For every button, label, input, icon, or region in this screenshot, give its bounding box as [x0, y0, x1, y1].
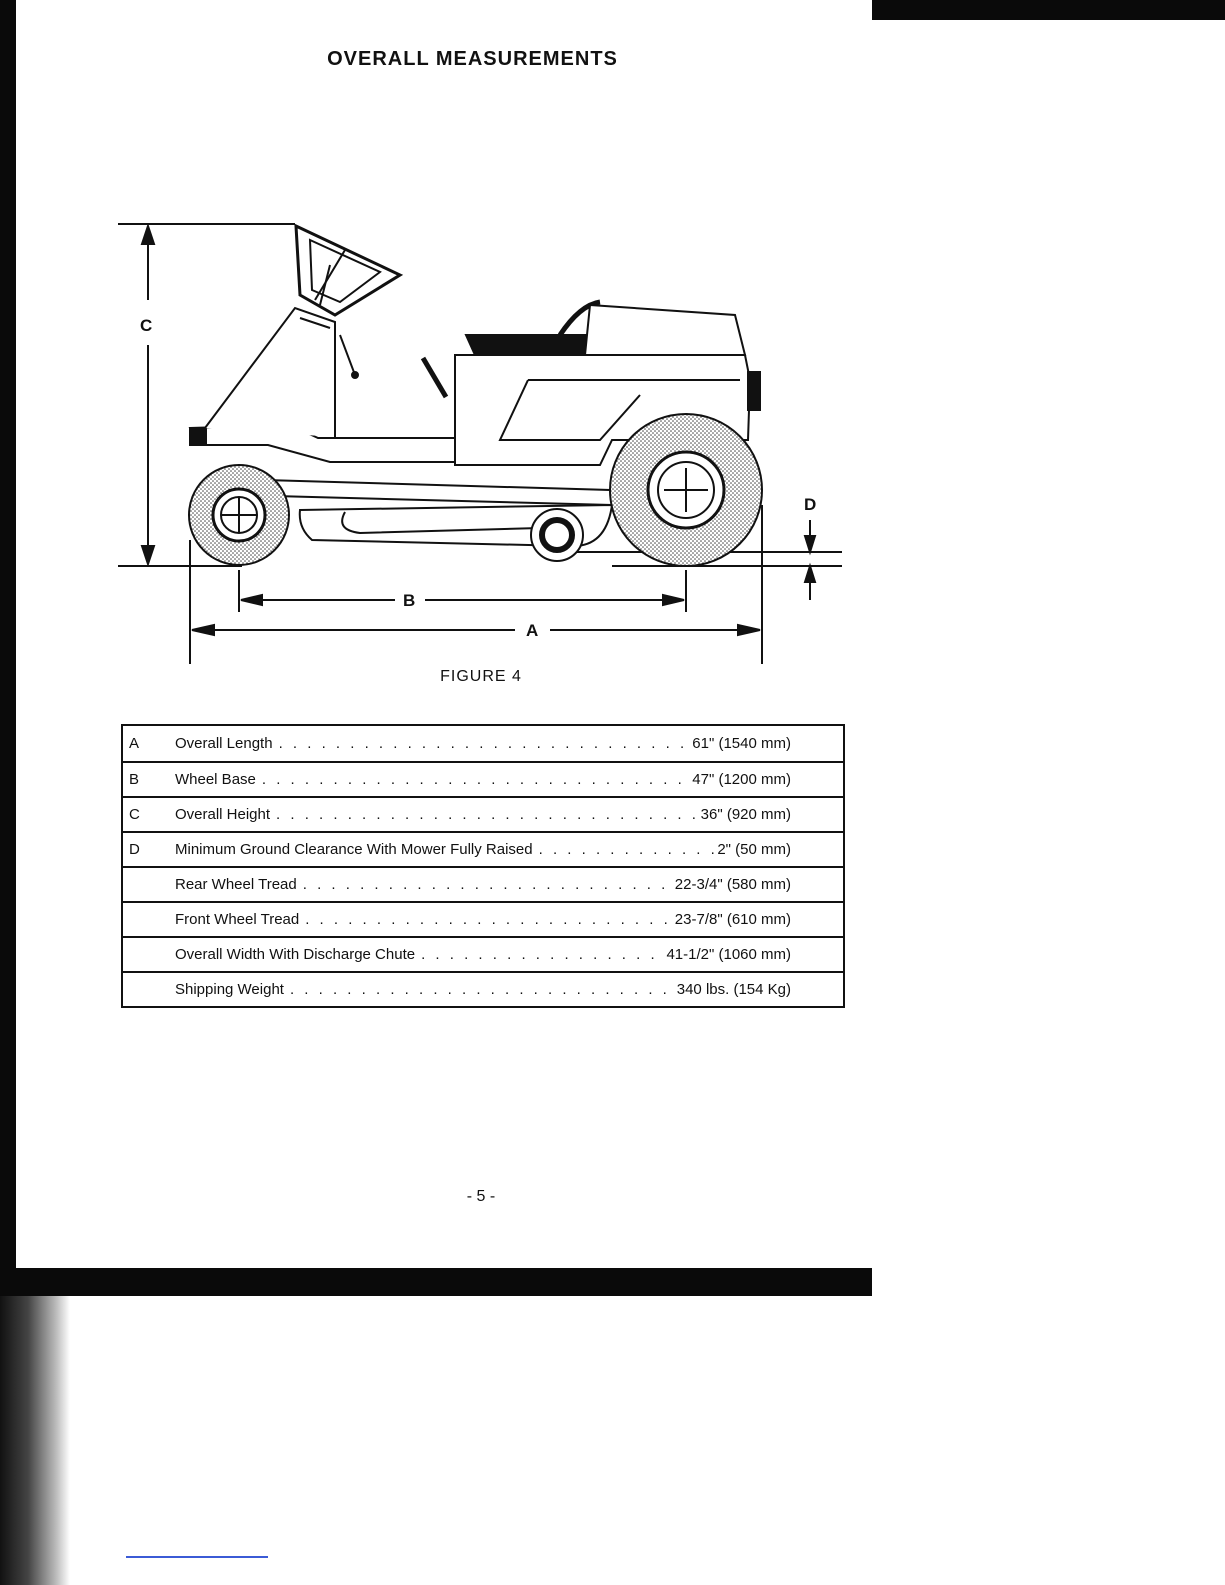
spec-label: Overall Height	[175, 806, 271, 823]
spec-letter: D	[129, 841, 140, 858]
spec-value: 23-7/8" (610 mm)	[674, 911, 791, 928]
dot-leader	[270, 806, 701, 823]
spec-value: 41-1/2" (1060 mm)	[666, 946, 791, 963]
dot-leader	[299, 911, 675, 928]
spec-letter: C	[129, 806, 140, 823]
page-number: - 5 -	[466, 1188, 496, 1205]
spec-label: Minimum Ground Clearance With Mower Fully Raised	[175, 841, 533, 858]
table-row	[123, 971, 843, 1006]
gauge-wheel	[531, 509, 583, 561]
dot-leader	[273, 735, 693, 752]
frame	[265, 480, 612, 505]
spec-label: Overall Width With Discharge Chute	[175, 946, 416, 963]
tractor-illustration	[118, 226, 842, 566]
spec-value: 22-3/4" (580 mm)	[674, 876, 791, 893]
spec-value: 2" (50 mm)	[717, 841, 791, 858]
dot-leader	[533, 841, 718, 858]
spec-letter: B	[129, 771, 140, 788]
spec-label: Overall Length	[175, 735, 273, 752]
table-row	[123, 901, 843, 936]
table-row	[123, 866, 843, 901]
dot-leader	[284, 981, 677, 998]
spec-label: Wheel Base	[175, 771, 256, 788]
table-row	[123, 761, 843, 796]
steering-column	[205, 308, 335, 437]
scan-border-bottom	[0, 1268, 872, 1296]
dot-leader	[256, 771, 692, 788]
figure-caption: FIGURE 4	[440, 668, 522, 685]
page-title: OVERALL MEASUREMENTS	[327, 48, 618, 70]
spec-letter: A	[129, 735, 140, 752]
engine-hood	[585, 305, 745, 355]
table-row	[123, 831, 843, 866]
spec-label: Front Wheel Tread	[175, 911, 300, 928]
spec-label: Shipping Weight	[175, 981, 284, 998]
scan-shadow	[0, 1296, 70, 1585]
spec-label: Rear Wheel Tread	[175, 876, 297, 893]
scan-artifact-line	[126, 1556, 268, 1558]
mower-dimension-diagram	[110, 215, 850, 670]
scan-border-top	[872, 0, 1225, 20]
table-row	[123, 936, 843, 971]
dot-leader	[297, 876, 675, 893]
seat	[466, 335, 600, 355]
dot-leader	[415, 946, 666, 963]
measurements-table	[121, 724, 845, 1008]
dimension-label-c: C	[140, 316, 153, 335]
dimension-label-b: B	[403, 591, 416, 610]
table-row	[123, 726, 843, 761]
scan-border-left	[0, 0, 16, 1270]
dimension-label-a: A	[526, 621, 539, 640]
spec-value: 36" (920 mm)	[700, 806, 791, 823]
spec-value: 47" (1200 mm)	[692, 771, 791, 788]
dimension-label-d: D	[804, 495, 817, 514]
spec-value: 61" (1540 mm)	[692, 735, 791, 752]
spec-value: 340 lbs. (154 Kg)	[676, 981, 791, 998]
table-row	[123, 796, 843, 831]
